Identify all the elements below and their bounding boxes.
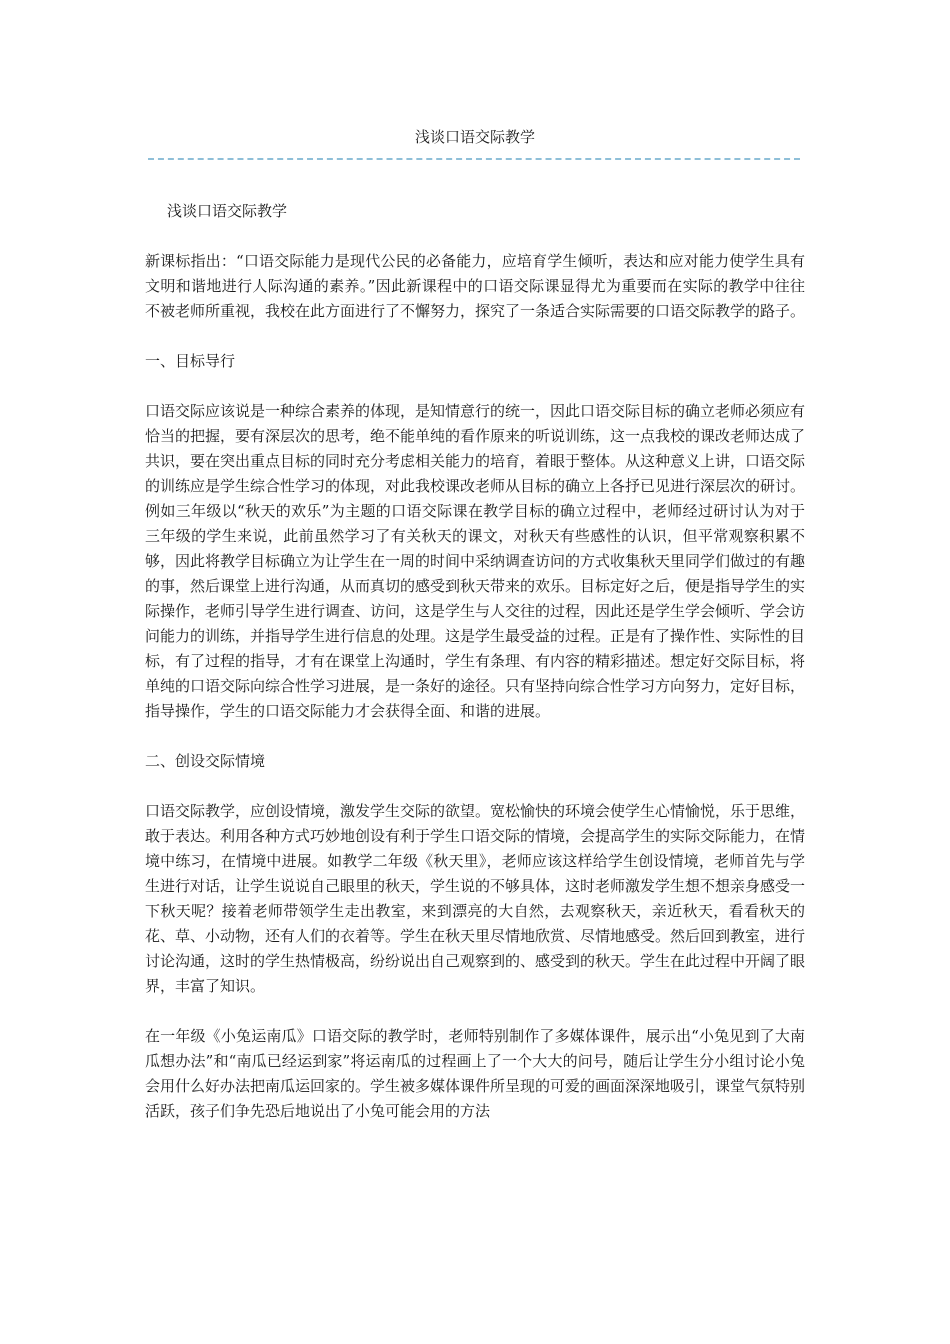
document-subtitle: 浅谈口语交际教学 (167, 202, 288, 220)
section-2-paragraph-1: 口语交际教学，应创设情境，激发学生交际的欲望。宽松愉快的环境会使学生心情愉悦，乐于思维，敢于表达。利用各种方式巧妙地创设有利于学生口语交际的情境，会提高学生的实际交际能力，在情境中练习，在情境中进展。如教学二年级《秋天里》，老师应该这样给学生创设情境，老师首先与学生进行对话，让学生说说自己眼里的秋天，学生说的不够具体，这时老师激发学生想不想亲身感受一下秋天呢？接着老师带领学生走出教室，来到漂亮的大自然，去观察秋天，亲近秋天，看看秋天的花、草、小动物，还有人们的衣着等。学生在秋天里尽情地欣赏、尽情地感受。然后回到教室，进行讨论沟通，这时的学生热情极高，纷纷说出自己观察到的、感受到的秋天。学生在此过程中开阔了眼界，丰富了知识。 (145, 802, 806, 995)
document-title: 浅谈口语交际教学 (414, 128, 535, 146)
section-1-paragraph: 口语交际应该说是一种综合素养的体现，是知情意行的统一，因此口语交际目标的确立老师必须应有恰当的把握，要有深层次的思考，绝不能单纯的看作原来的听说训练，这一点我校的课改老师达成了共识，要在突出重点目标的同时充分考虑相关能力的培育，着眼于整体。从这种意义上讲，口语交际的训练应是学生综合性学习的体现，对此我校课改老师从目标的确立上各抒已见进行深层次的研讨。例如三年级以“秋天的欢乐”为主题的口语交际课在教学目标的确立过程中，老师经过研讨认为对于三年级的学生来说，此前虽然学习了有关秋天的课文，对秋天有些感性的认识，但平常观察积累不够，因此将教学目标确立为让学生在一周的时间中采纳调查访问的方式收集秋天里同学们做过的有趣的事，然后课堂上进行沟通，从而真切的感受到秋天带来的欢乐。目标定好之后，便是指导学生的实际操作，老师引导学生进行调查、访问，这是学生与人交往的过程，因此还是学生学会倾听、学会访问能力的训练，并指导学生进行信息的处理。这是学生最受益的过程。正是有了操作性、实际性的目标，有了过程的指导，才有在课堂上沟通时，学生有条理、有内容的精彩描述。想定好交际目标，将单纯的口语交际向综合性学习进展，是一条好的途径。只有坚持向综合性学习方向努力，定好目标，指导操作，学生的口语交际能力才会获得全面、和谐的进展。 (145, 402, 806, 720)
intro-paragraph: 新课标指出：“口语交际能力是现代公民的必备能力，应培育学生倾听，表达和应对能力使学生具有文明和谐地进行人际沟通的素养。”因此新课程中的口语交际课显得尤为重要而在实际的教学中往往不被老师所重视，我校在此方面进行了不懈努力，探究了一条适合实际需要的口语交际教学的路子。 (145, 252, 806, 320)
section-2-paragraph-2: 在一年级《小兔运南瓜》口语交际的教学时，老师特别制作了多媒体课件，展示出“小兔见到了大南瓜想办法”和“南瓜已经运到家”将运南瓜的过程画上了一个大大的问号，随后让学生分小组讨论小兔会用什么好办法把南瓜运回家的。学生被多媒体课件所呈现的可爱的画面深深地吸引，课堂气氛特别活跃，孩子们争先恐后地说出了小兔可能会用的方法 (145, 1027, 806, 1120)
section-2-heading: 二、创设交际情境 (145, 752, 266, 770)
document-body (145, 199, 805, 1149)
title-divider (148, 158, 800, 160)
section-1-heading: 一、目标导行 (145, 352, 236, 370)
